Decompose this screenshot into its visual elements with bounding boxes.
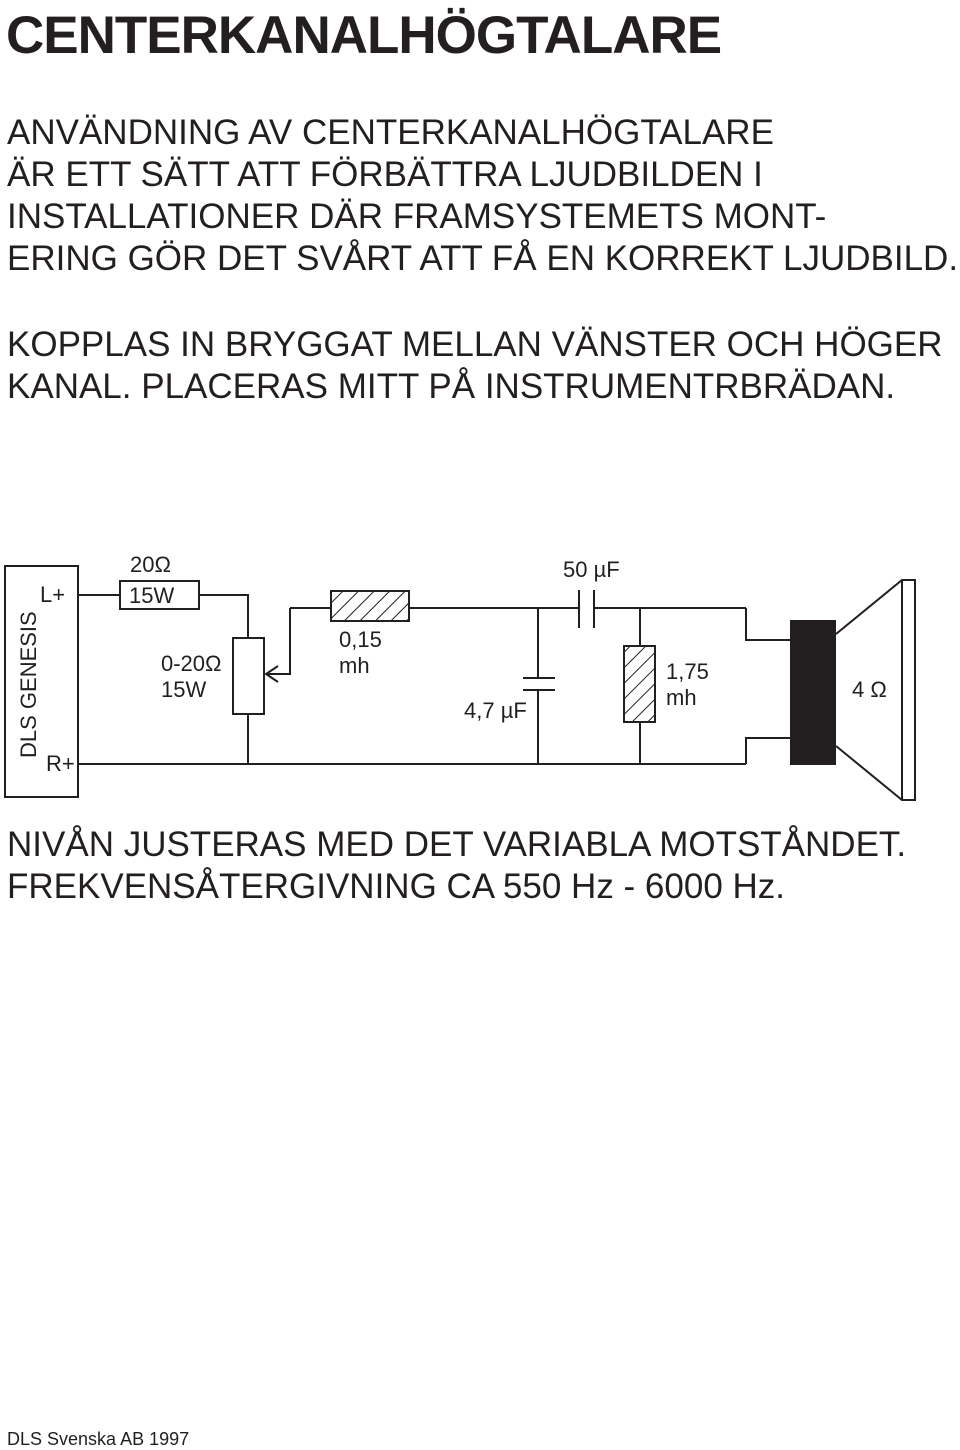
variable-resistor-power: 15W [161,677,207,702]
footer-copyright: DLS Svenska AB 1997 [7,1429,190,1449]
terminal-l-plus: L+ [40,582,66,607]
notes-paragraph [7,824,906,908]
intro-paragraph [7,112,958,280]
series-capacitor [538,590,746,628]
wiring-line: KOPPLAS IN BRYGGAT MELLAN VÄNSTER OCH HÖGER [7,325,943,364]
wiring-paragraph [7,324,943,408]
terminal-r-plus: R+ [46,751,75,776]
shunt-inductor-unit: mh [666,685,697,710]
series-inductor-value: 0,15 [339,627,382,652]
page-title: CENTERKANALHÖGTALARE [6,6,722,65]
series-inductor-unit: mh [339,653,370,678]
intro-line: INSTALLATIONER DÄR FRAMSYSTEMETS MONT- [7,197,827,236]
speaker-impedance: 4 Ω [852,677,887,702]
fixed-resistor-power: 15W [129,583,175,608]
shunt-capacitor [523,608,555,764]
shunt-inductor-value: 1,75 [666,659,709,684]
shunt-capacitor-value: 4,7 µF [464,698,527,723]
shunt-inductor [624,646,655,722]
fixed-resistor-value: 20Ω [130,552,171,577]
series-capacitor-value: 50 µF [563,557,620,582]
wiring-line: KANAL. PLACERAS MITT PÅ INSTRUMENTRBRÄDAN. [7,367,896,406]
speaker-magnet [790,620,836,765]
intro-line: ERING GÖR DET SVÅRT ATT FÅ EN KORREKT LJUDBILD. [7,239,959,278]
intro-line: ÄR ETT SÄTT ATT FÖRBÄTTRA LJUDBILDEN I [7,155,763,194]
wiper-arrow [266,608,290,682]
amplifier-label: DLS GENESIS [16,611,41,758]
variable-resistor [233,638,264,714]
series-inductor [331,591,409,621]
crossover-schematic [0,545,960,810]
notes-line: NIVÅN JUSTERAS MED DET VARIABLA MOTSTÅNDET. [7,825,907,864]
variable-resistor-value: 0-20Ω [161,651,222,676]
intro-line: ANVÄNDNING AV CENTERKANALHÖGTALARE [7,113,774,152]
wire-speaker [746,608,790,764]
notes-line: FREKVENSÅTERGIVNING CA 550 Hz - 6000 Hz. [7,867,786,906]
